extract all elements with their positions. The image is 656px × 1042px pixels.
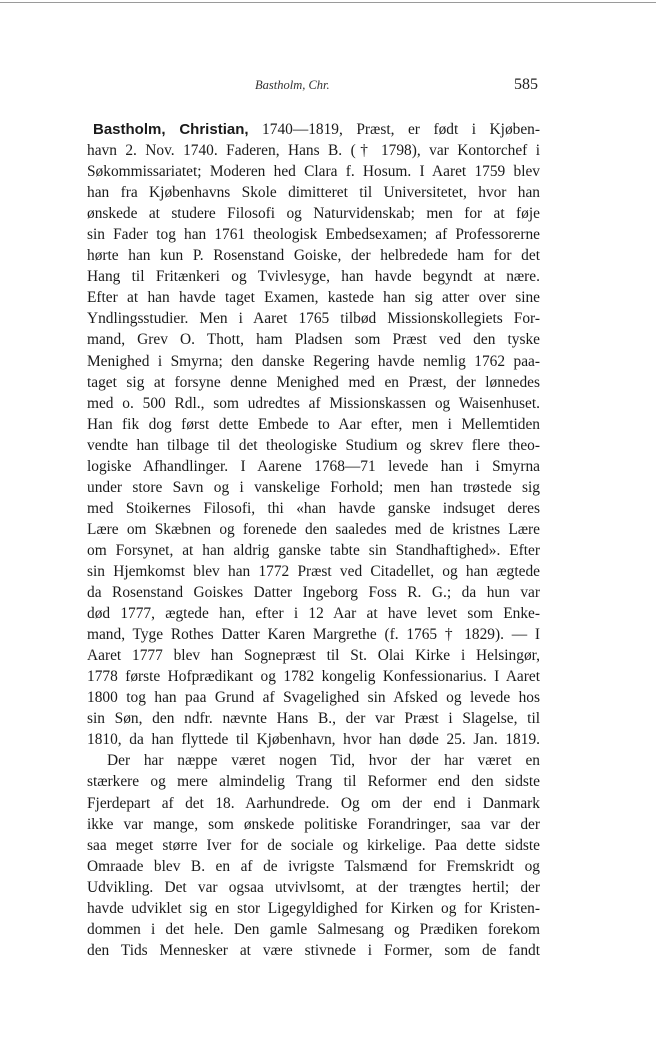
text-line: 1810, da han flyttede til Kjøbenhavn, hvor han døde 25. Jan. 1819. (87, 731, 540, 749)
text-line: under store Savn og i vanskelige Forhold; men han trøstede sig (87, 478, 540, 496)
text-line: Hang til Fritænkeri og Tvivlesyge, han havde begyndt at nære. (87, 268, 540, 286)
text-line: død 1777, ægtede han, efter i 12 Aar at have levet som Enke- (87, 605, 540, 623)
text-line: Omraade blev B. en af de ivrigste Talsmænd for Fremskridt og (87, 857, 540, 875)
text-line: Fjerdepart af det 18. Aarhundrede. Og om der end i Danmark (87, 794, 540, 812)
text-line: dommen i det hele. Den gamle Salmesang og Prædiken forekom (87, 920, 540, 938)
headword: Bastholm, Christian, (93, 121, 249, 138)
text-line: ønskede at studere Filosofi og Naturvidenskab; men for at føje (87, 205, 540, 223)
text-line: Søkommissariatet; Moderen hed Clara f. Hosum. I Aaret 1759 blev (87, 163, 540, 181)
text-line: hørte han kun P. Rosenstand Goiske, der helbredede ham for det (87, 247, 540, 265)
text-line: logiske Afhandlinger. I Aarene 1768—71 levede han i Smyrna (87, 457, 540, 475)
text-line: Der har næppe været nogen Tid, hvor der har været en (107, 752, 540, 770)
text-line: Udvikling. Det var ogsaa utvivlsomt, at der trængtes hertil; der (87, 878, 540, 896)
text-line: Yndlingsstudier. Men i Aaret 1765 tilbød Missionskollegiets For- (87, 310, 540, 328)
text-line: ikke var mange, som ønskede politiske Forandringer, saa var der (87, 815, 540, 833)
top-rule (0, 2, 656, 3)
text-line: stærkere og mere almindelig Trang til Reformer end den sidste (87, 773, 540, 791)
text-line: havde udviklet sig en stor Ligegyldighed for Kirken og for Kristen- (87, 899, 540, 917)
text-line: sin Fader tog han 1761 theologisk Embedsexamen; af Professorerne (87, 226, 540, 244)
text-line: Efter at han havde taget Examen, kastede han sig atter over sine (87, 289, 540, 307)
text-line: saa meget større Iver for de sociale og kirkelige. Paa dette sidste (87, 836, 540, 854)
running-title: Bastholm, Chr. (255, 78, 330, 92)
text-line: da Rosenstand Goiskes Datter Ingeborg Foss R. G.; da hun var (87, 584, 540, 602)
text-line: sin Hjemkomst blev han 1772 Præst ved Citadellet, og han ægtede (87, 562, 540, 580)
text-line: 1800 tog han paa Grund af Svagelighed sin Afsked og levede hos (87, 689, 540, 707)
article-body (87, 119, 540, 961)
text-line: Menighed i Smyrna; den danske Regering havde nemlig 1762 paa- (87, 352, 540, 370)
text-line: med o. 500 Rdl., som udredtes af Missionskassen og Waisenhuset. (87, 394, 540, 412)
text-line: taget sig at forsyne denne Menighed med en Præst, der lønnedes (87, 373, 540, 391)
text-line: sin Søn, den ndfr. nævnte Hans B., der var Præst i Slagelse, til (87, 710, 540, 728)
text-line: Han fik dog først dette Embede to Aar efter, men i Mellemtiden (87, 415, 540, 433)
text-line: med Stoikernes Filosofi, thi «han havde ganske indsuget deres (87, 499, 540, 517)
text-line: vendte han tilbage til det theologiske Studium og skrev flere theo- (87, 436, 540, 454)
text-line: 1778 første Hofprædikant og 1782 kongelig Konfessionarius. I Aaret (87, 668, 540, 686)
text-line: Aaret 1777 blev han Sognepræst til St. Olai Kirke i Helsingør, (87, 647, 540, 665)
text-line: den Tids Mennesker at være stivnede i Former, som de fandt (87, 941, 540, 959)
text-line: mand, Grev O. Thott, ham Pladsen som Præst ved den tyske (87, 331, 540, 349)
text-line: om Forsynet, at han aldrig ganske tabte sin Standhaftighed». Efter (87, 541, 540, 559)
text-line: mand, Tyge Rothes Datter Karen Margrethe (f. 1765 † 1829). — I (87, 626, 540, 644)
text-line: havn 2. Nov. 1740. Faderen, Hans B. († 1798), var Kontorchef i (87, 142, 540, 160)
text-line: han fra Kjøbenhavns Skole dimitteret til Universitetet, hvor han (87, 184, 540, 202)
text-line (87, 119, 540, 140)
running-head (0, 74, 656, 96)
page-number: 585 (514, 76, 538, 93)
text-line-content: 1740—1819, Præst, er født i Kjøben- (248, 121, 540, 138)
text-line: Lære om Skæbnen og forenede den saaledes med de kristnes Lære (87, 520, 540, 538)
